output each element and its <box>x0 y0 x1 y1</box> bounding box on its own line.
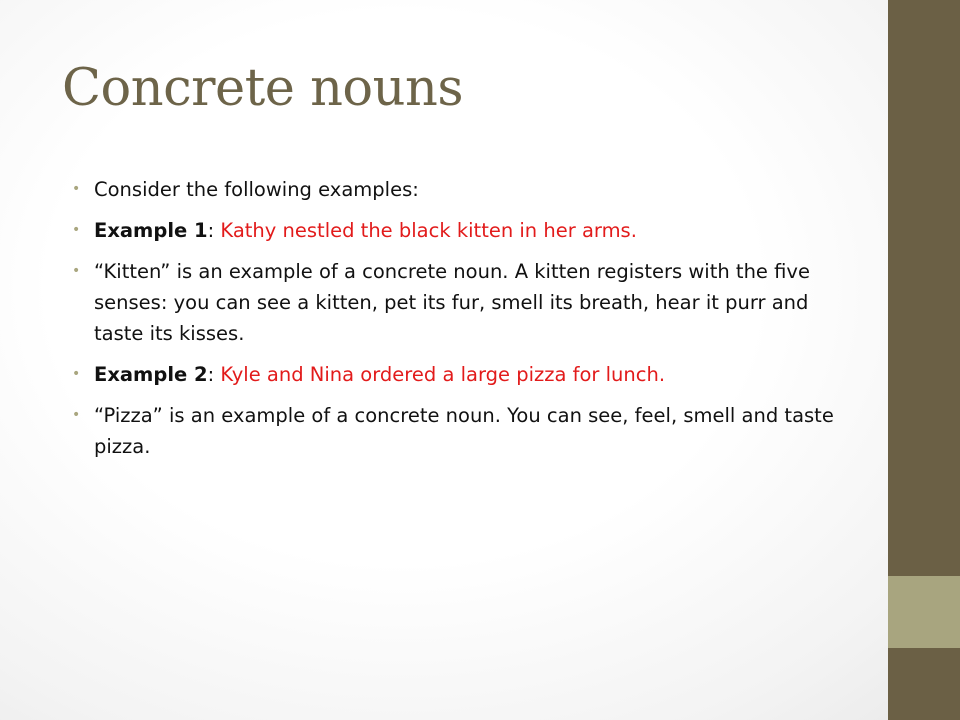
side-band-top-block <box>888 0 960 576</box>
bullet-list <box>70 174 850 472</box>
bullet-marker: • <box>72 407 81 423</box>
example-label: Example 2 <box>94 363 208 386</box>
bullet-text: “Kitten” is an example of a concrete noun. A kitten registers with the five senses: you can see a kitten, pet its fur, smell its breath, hear it purr and taste its kisses. <box>94 260 810 345</box>
bullet-item-example <box>70 359 850 390</box>
bullet-item <box>70 256 850 349</box>
bullet-marker: • <box>72 366 81 382</box>
example-separator: : <box>207 363 221 386</box>
bullet-item-example <box>70 215 850 246</box>
bullet-marker: • <box>72 181 81 197</box>
example-label: Example 1 <box>94 219 208 242</box>
example-separator: : <box>207 219 221 242</box>
bullet-text: “Pizza” is an example of a concrete noun. You can see, feel, smell and taste pizza. <box>94 404 834 458</box>
side-band-bottom-block <box>888 648 960 720</box>
bullet-item <box>70 174 850 205</box>
example-sentence: Kyle and Nina ordered a large pizza for lunch. <box>220 363 666 386</box>
bullet-marker: • <box>72 263 81 279</box>
decorative-side-band <box>888 0 960 720</box>
side-band-middle-block <box>888 576 960 648</box>
example-sentence: Kathy nestled the black kitten in her arms. <box>220 219 637 242</box>
bullet-marker: • <box>72 222 81 238</box>
slide-title: Concrete nouns <box>62 59 463 118</box>
bullet-text: Consider the following examples: <box>94 178 419 201</box>
bullet-item <box>70 400 850 462</box>
